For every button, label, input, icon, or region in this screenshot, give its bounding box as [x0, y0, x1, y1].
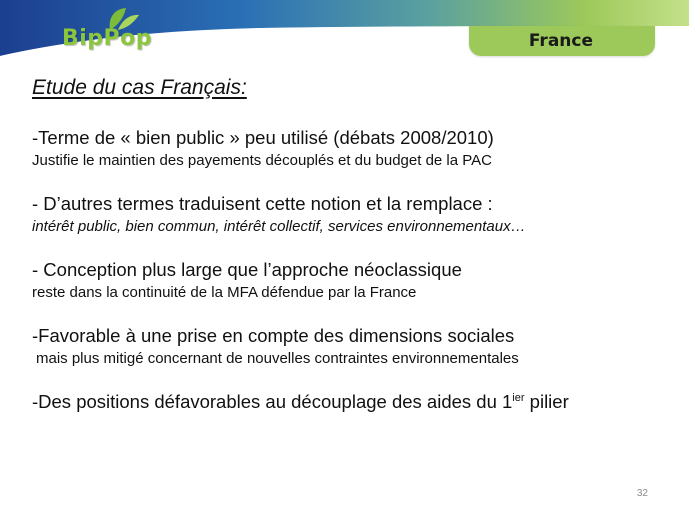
- bullet-main: [32, 390, 672, 414]
- bullet-main: -Favorable à une prise en compte des dimensions sociales: [32, 325, 515, 346]
- country-tab: [469, 26, 655, 56]
- slide-title: Etude du cas Français:: [32, 76, 247, 99]
- bippop-logo: [62, 4, 152, 54]
- bullet-main: - D’autres termes traduisent cette notion et la remplace :: [32, 193, 493, 214]
- bullet-sub: intérêt public, bien commun, intérêt collectif, services environnementaux…: [32, 218, 526, 235]
- country-label: France: [528, 31, 593, 51]
- bullet-block: [32, 324, 672, 370]
- bullet-block: [32, 126, 672, 172]
- bullet-main: - Conception plus large que l’approche néoclassique: [32, 259, 462, 280]
- bullet-main-prefix: -Des positions défavorables au découplage des aides du 1: [32, 391, 513, 412]
- bullet-block: [32, 192, 672, 238]
- bullet-main-suffix: pilier: [524, 391, 569, 412]
- bullet-sub: Justifie le maintien des payements découplés et du budget de la PAC: [32, 152, 493, 169]
- bullet-block: [32, 258, 672, 304]
- bullet-sub: mais plus mitigé concernant de nouvelles contraintes environnementales: [36, 350, 519, 367]
- bullet-main-superscript: ier: [512, 391, 525, 404]
- page-number: 32: [636, 488, 648, 499]
- slide-content: [32, 126, 672, 434]
- bullet-sub: reste dans la continuité de la MFA défendue par la France: [32, 284, 417, 301]
- bullet-main: -Terme de « bien public » peu utilisé (débats 2008/2010): [32, 127, 494, 148]
- bullet-block: [32, 390, 672, 414]
- logo-text: BipPop: [62, 26, 153, 51]
